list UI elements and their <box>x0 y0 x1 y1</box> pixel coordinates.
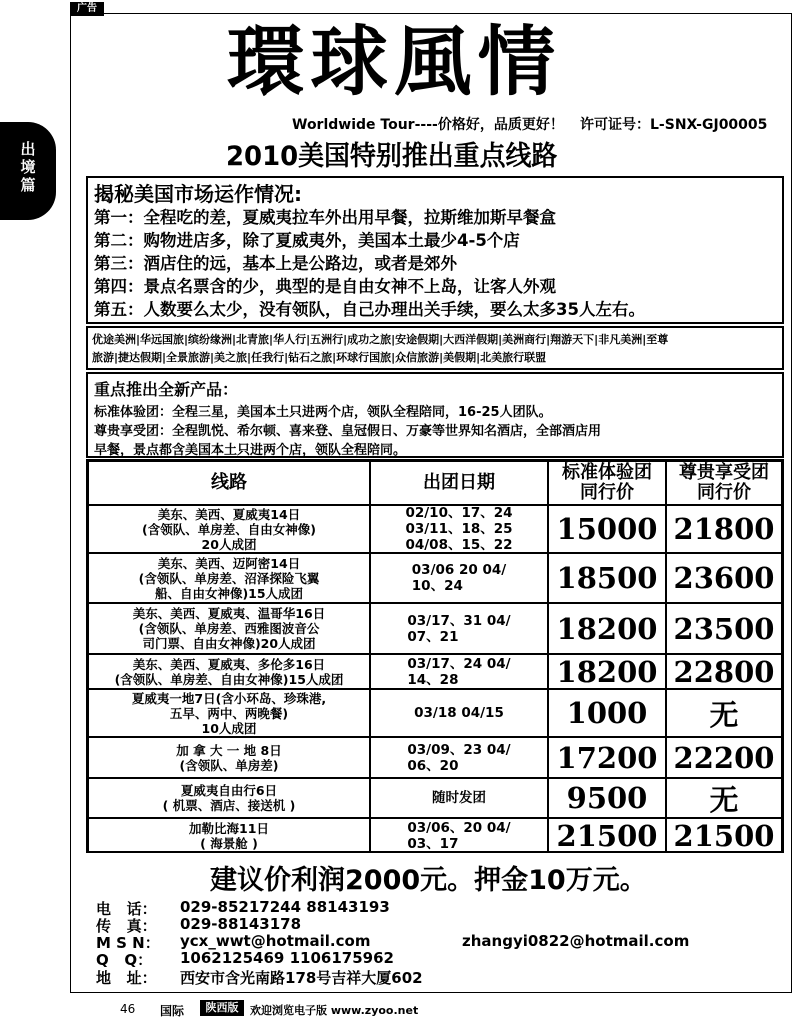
route-line: 美东、美西、迈阿密14日 <box>157 555 301 571</box>
vip-price: 22200 <box>666 737 782 778</box>
header-line: 尊贵享受团 <box>679 462 769 483</box>
price-table <box>86 459 784 853</box>
products-box <box>86 372 784 458</box>
section-tab-char: 境 <box>20 158 36 176</box>
expose-line: 第一：全程吃的差，夏威夷拉车外出用早餐，拉斯维加斯早餐盒 <box>94 208 556 227</box>
expose-line: 第五：人数要么太少，没有领队，自己办理出关手续，要么太多35人左右。 <box>94 300 645 319</box>
standard-price: 17200 <box>548 737 666 778</box>
products-title: 重点推出全新产品： <box>94 380 239 399</box>
standard-price-header <box>548 461 666 505</box>
route-line: 美东、美西、夏威夷、多伦多16日 <box>132 656 326 672</box>
date-cell <box>370 818 548 853</box>
route-cell <box>88 778 370 818</box>
date-cell <box>370 654 548 689</box>
qq-value: 1062125469 1106175962 <box>180 949 394 967</box>
route-line: 夏威夷自由行6日 <box>180 783 278 798</box>
date-line: 07、21 <box>407 628 459 645</box>
standard-price: 15000 <box>548 505 666 553</box>
route-line: 加 拿 大 一 地 8日 <box>176 742 282 758</box>
agency-line: 优途美洲|华远国旅|缤纷缘洲|北青旅|华人行|五洲行|成功之旅|安途假期|大西洋假期|美洲商行|翔游天下|非凡美洲|至尊 <box>92 333 669 346</box>
header-line: 同行价 <box>697 482 751 503</box>
route-line: 夏威夷一地7日(含小环岛、珍珠港, <box>131 690 327 706</box>
vip-price-header <box>666 461 782 505</box>
phone-label: 电 话： <box>96 900 157 918</box>
slogan: Worldwide Tour----价格好，品质更好！ <box>292 117 564 133</box>
date-line: 14、28 <box>407 671 459 688</box>
product-line: 尊贵享受团：全程凯悦、希尔顿、喜来登、皇冠假日、万豪等世界知名酒店，全部酒店用 <box>94 424 602 439</box>
route-line: (含领队、单房差、自由女神像) <box>142 521 316 537</box>
route-cell <box>88 603 370 654</box>
date-header: 出团日期 <box>370 461 548 505</box>
date-line: 03/09、23 04/ <box>407 741 511 758</box>
date-line: 02/10、17、24 <box>405 505 513 521</box>
header-line: 同行价 <box>580 482 634 503</box>
vip-price: 22800 <box>666 654 782 689</box>
route-line: 20人成团 <box>201 536 257 552</box>
route-line: 10人成团 <box>201 720 257 736</box>
agency-list-box <box>86 326 784 370</box>
brand-logo: 環球風情 <box>226 17 562 106</box>
expose-line: 第四：景点名票含的少，典型的是自由女神不上岛，让客人外观 <box>94 277 556 296</box>
product-line: 标准体验团：全程三星，美国本土只进两个店，领队全程陪同，16-25人团队。 <box>94 405 552 420</box>
header-line: 标准体验团 <box>562 462 652 483</box>
headline: 2010美国特别推出重点线路 <box>226 141 558 172</box>
route-cell <box>88 689 370 737</box>
route-line: 加勒比海11日 <box>189 820 269 836</box>
route-line: 司门票、自由女神像)20人成团 <box>142 636 316 651</box>
section-tab <box>0 122 56 220</box>
date-line: 04/08、15、22 <box>405 537 513 553</box>
date-line: 10、24 <box>411 578 463 594</box>
vip-price: 21500 <box>666 818 782 853</box>
route-cell <box>88 553 370 603</box>
ad-tag: 广告 <box>70 2 104 16</box>
date-line: 03/06 20 04/ <box>411 562 507 578</box>
standard-price: 18200 <box>548 654 666 689</box>
route-line: ( 机票、酒店、接送机 ) <box>162 798 296 813</box>
route-line: 五早、两中、两晚餐) <box>169 705 289 721</box>
route-line: 船、自由女神像)15人成团 <box>154 585 304 601</box>
route-line: (含领队、单房差、西雅图波音公 <box>138 621 320 636</box>
vip-price: 21800 <box>666 505 782 553</box>
date-line: 03/06、20 04/ <box>407 819 511 836</box>
route-line: (含领队、单房差) <box>179 757 279 773</box>
date-line: 03/18 04/15 <box>414 705 504 721</box>
msn-value: ycx_wwt@hotmail.com <box>180 932 371 950</box>
route-line: ( 海景舱 ) <box>200 835 258 851</box>
route-cell <box>88 818 370 853</box>
fax-value: 029-88143178 <box>180 915 302 933</box>
route-header: 线路 <box>88 461 370 505</box>
date-cell <box>370 689 548 737</box>
route-cell <box>88 737 370 778</box>
license-number: 许可证号：L-SNX-GJ00005 <box>580 117 768 133</box>
date-line: 03/11、18、25 <box>405 521 513 537</box>
standard-price: 21500 <box>548 818 666 853</box>
date-line: 03/17、24 04/ <box>407 655 511 672</box>
vip-price: 无 <box>666 778 782 818</box>
msn-value-2: zhangyi0822@hotmail.com <box>462 932 690 950</box>
footer-section: 国际 <box>160 1004 185 1018</box>
date-cell <box>370 737 548 778</box>
expose-title: 揭秘美国市场运作情况: <box>94 182 302 206</box>
date-line: 03、17 <box>407 835 459 852</box>
address-label: 地 址： <box>96 969 157 987</box>
phone-value: 029-85217244 88143193 <box>180 898 390 916</box>
route-line: (含领队、单房差、自由女神像)15人成团 <box>114 671 344 687</box>
expose-line: 第二：购物进店多，除了夏威夷外，美国本土最少4-5个店 <box>94 231 520 250</box>
standard-price: 18500 <box>548 553 666 603</box>
date-cell <box>370 603 548 654</box>
standard-price: 1000 <box>548 689 666 737</box>
route-cell <box>88 505 370 553</box>
standard-price: 18200 <box>548 603 666 654</box>
product-line: 早餐，景点都含美国本土只进两个店，领队全程陪同。 <box>94 443 407 458</box>
agency-line: 旅游|捷达假期|全景旅游|美之旅|任我行|钻石之旅|环球行国旅|众信旅游|美假期|北美旅行联盟 <box>92 351 547 364</box>
date-cell <box>370 505 548 553</box>
date-cell <box>370 553 548 603</box>
section-tab-char: 出 <box>20 140 36 158</box>
expose-line: 第三：酒店住的远，基本上是公路边，或者是郊外 <box>94 254 457 273</box>
fax-label: 传 真： <box>96 917 157 935</box>
route-cell <box>88 654 370 689</box>
qq-label: Q Q： <box>96 951 153 969</box>
footer-promo: 欢迎浏览电子版 www.zyoo.net <box>250 1004 419 1017</box>
vip-price: 23500 <box>666 603 782 654</box>
vip-price: 无 <box>666 689 782 737</box>
vip-price: 23600 <box>666 553 782 603</box>
market-expose-box <box>86 176 784 324</box>
page-number: 46 <box>120 1002 136 1016</box>
date-line: 03/17、31 04/ <box>407 612 511 629</box>
route-line: (含领队、单房差、沼泽探险飞翼 <box>138 570 320 586</box>
address-value: 西安市含光南路178号吉祥大厦602 <box>180 969 423 987</box>
standard-price: 9500 <box>548 778 666 818</box>
route-line: 美东、美西、夏威夷、温哥华16日 <box>132 606 326 621</box>
edition-badge: 陕西版 <box>200 1000 244 1016</box>
profit-deposit-note: 建议价利润2000元。押金10万元。 <box>210 865 647 896</box>
route-line: 美东、美西、夏威夷14日 <box>157 506 301 522</box>
date-line: 06、20 <box>407 757 459 774</box>
date-line: 随时发团 <box>432 790 486 806</box>
date-cell <box>370 778 548 818</box>
msn-label: M S N： <box>96 934 160 952</box>
section-tab-char: 篇 <box>20 176 36 194</box>
